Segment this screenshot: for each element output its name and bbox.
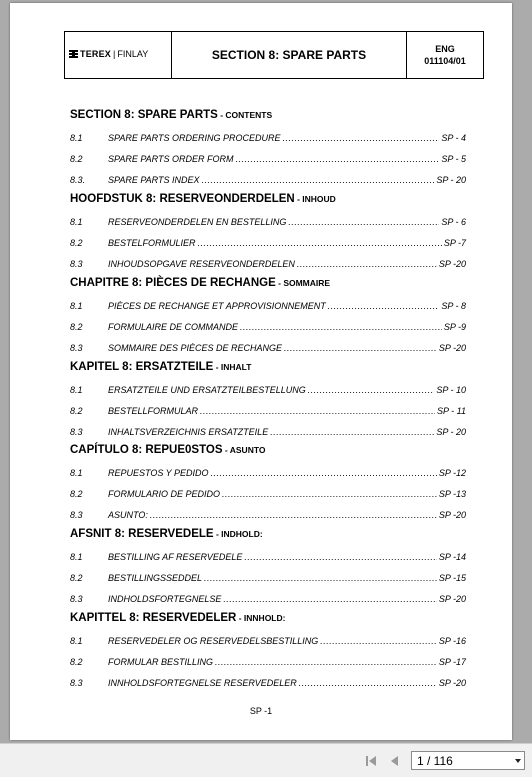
toc-leader-dots: [270, 427, 434, 437]
toc-entry-page: SP - 20: [436, 427, 466, 437]
toc-entry[interactable]: [70, 678, 466, 690]
toc-entry-number: 8.1: [70, 552, 83, 562]
toc-entry-number: 8.3: [70, 259, 83, 269]
toc-entry[interactable]: [70, 657, 466, 669]
toc-entry-text: ERSATZTEILE UND ERSATZTEILBESTELLUNG: [108, 385, 306, 395]
toc-entry-text: SPARE PARTS ORDERING PROCEDURE: [108, 133, 281, 143]
toc-entry[interactable]: [70, 154, 466, 166]
toc-entry-page: SP -14: [438, 552, 466, 562]
toc-entry-number: 8.1: [70, 385, 83, 395]
toc-entry-number: 8.2: [70, 238, 83, 248]
toc-entry[interactable]: [70, 427, 466, 439]
section-subtitle: - INNHOLD:: [236, 613, 286, 623]
toc-leader-dots: [308, 385, 435, 395]
toc-entry-text: RESERVEDELER OG RESERVEDELSBESTILLING: [108, 636, 319, 646]
toc-leader-dots: [328, 301, 440, 311]
toc-entry-page: SP -9: [443, 322, 466, 332]
section-title: AFSNIT 8: RESERVEDELE: [70, 528, 214, 540]
toc-entry[interactable]: [70, 594, 466, 606]
section-subtitle: - INHOUD: [294, 194, 336, 204]
document-code: [407, 32, 483, 78]
toc-entry-number: 8.2: [70, 657, 83, 667]
toc-leader-dots: [222, 489, 437, 499]
toc-leader-dots: [244, 552, 436, 562]
toc-entry-text: BESTELFORMULIER: [108, 238, 196, 248]
toc-entry-text: INDHOLDSFORTEGNELSE: [108, 594, 222, 604]
toc-entry-text: RESERVEONDERDELEN EN BESTELLING: [108, 217, 287, 227]
toc-entry-text: FORMULAR BESTILLING: [108, 657, 214, 667]
document-language: ENG: [435, 44, 455, 54]
toc-entry-text: ASUNTO:: [108, 510, 148, 520]
toc-entry[interactable]: [70, 217, 466, 229]
toc-entry-number: 8.3: [70, 510, 83, 520]
toc-entry-page: SP -17: [438, 657, 466, 667]
section-heading: [70, 361, 251, 373]
toc-leader-dots: [284, 343, 437, 353]
toc-entry-number: 8.1: [70, 217, 83, 227]
document-page: [10, 3, 512, 740]
toc-entry-page: SP - 20: [436, 175, 466, 185]
toc-entry-number: 8.1: [70, 468, 83, 478]
toc-leader-dots: [204, 573, 437, 583]
toc-entry-number: 8.3: [70, 343, 83, 353]
toc-entry-text: SPARE PARTS ORDER FORM: [108, 154, 234, 164]
toc-entry-number: 8.1: [70, 301, 83, 311]
toc-entry-page: SP -20: [438, 678, 466, 688]
toc-entry-number: 8.2: [70, 573, 83, 583]
logo-brand: TEREX: [80, 49, 112, 59]
section-title: SECTION 8: SPARE PARTS: [70, 109, 218, 121]
chevron-down-icon[interactable]: [515, 759, 521, 763]
toc-leader-dots: [202, 175, 435, 185]
toc-entry-number: 8.3: [70, 678, 83, 688]
toc-leader-dots: [223, 594, 436, 604]
toc-entry[interactable]: [70, 343, 466, 355]
section-title: KAPITTEL 8: RESERVEDELER: [70, 612, 237, 624]
section-heading: [70, 528, 263, 540]
section-title: KAPITEL 8: ERSATZTEILE: [70, 361, 214, 373]
logo-divider: |: [113, 49, 116, 59]
page-selector-value: 1 / 116: [417, 754, 453, 768]
toc-entry[interactable]: [70, 385, 466, 397]
toc-entry-page: SP -20: [438, 343, 466, 353]
toc-entry-page: SP -20: [438, 594, 466, 604]
section-heading: [70, 444, 266, 456]
toc-entry-page: SP -20: [438, 259, 466, 269]
toc-entry-page: SP -16: [438, 636, 466, 646]
toc-leader-dots: [198, 238, 442, 248]
toc-leader-dots: [297, 259, 437, 269]
toc-entry-page: SP - 5: [441, 154, 466, 164]
toc-leader-dots: [200, 406, 435, 416]
toc-entry-number: 8.3: [70, 594, 83, 604]
section-subtitle: - ASUNTO: [222, 445, 266, 455]
toc-entry-page: SP -15: [438, 573, 466, 583]
section-heading: [70, 612, 285, 624]
document-number: 011104/01: [424, 56, 466, 66]
toc-entry-page: SP - 11: [436, 406, 466, 416]
toc-entry-number: 8.2: [70, 489, 83, 499]
toc-entry[interactable]: [70, 406, 466, 418]
section-heading: [70, 109, 272, 121]
toc-entry[interactable]: [70, 238, 466, 250]
toc-entry-text: INHALTSVERZEICHNIS ERSATZTEILE: [108, 427, 269, 437]
section-heading: [70, 193, 336, 205]
toc-leader-dots: [283, 133, 440, 143]
page-selector[interactable]: [411, 751, 525, 770]
toc-entry-number: 8.1: [70, 636, 83, 646]
toc-leader-dots: [240, 322, 442, 332]
toc-entry[interactable]: [70, 468, 466, 480]
toc-leader-dots: [150, 510, 437, 520]
section-heading: [70, 277, 330, 289]
page-title: SECTION 8: SPARE PARTS: [172, 32, 407, 78]
toc-leader-dots: [320, 636, 437, 646]
toc-entry[interactable]: [70, 636, 466, 648]
toc-entry-text: BESTELLFORMULAR: [108, 406, 199, 416]
toc-entry-page: SP -12: [438, 468, 466, 478]
section-subtitle: - INHALT: [213, 362, 252, 372]
toc-entry[interactable]: [70, 489, 466, 501]
toc-entry[interactable]: [70, 552, 466, 564]
toc-entry-number: 8.1: [70, 133, 83, 143]
toc-entry-page: SP -20: [438, 510, 466, 520]
toc-leader-dots: [236, 154, 440, 164]
first-page-icon[interactable]: [364, 754, 378, 768]
page-number: SP -1: [249, 706, 273, 716]
toc-entry-page: SP - 10: [436, 385, 466, 395]
toc-entry-text: PIÈCES DE RECHANGE ET APPROVISIONNEMENT: [108, 301, 326, 311]
page-header: [64, 31, 484, 79]
toc-entry[interactable]: [70, 259, 466, 271]
toc-entry-text: BESTILLING AF RESERVEDELE: [108, 552, 243, 562]
previous-page-icon[interactable]: [388, 754, 402, 768]
terex-logo-icon: [69, 50, 78, 58]
toc-entry-number: 8.2: [70, 154, 83, 164]
toc-entry-text: REPUESTOS Y PEDIDO: [108, 468, 209, 478]
section-subtitle: - INDHOLD:: [213, 529, 263, 539]
toc-entry-text: INHOUDSOPGAVE RESERVEONDERDELEN: [108, 259, 295, 269]
toc-entry-number: 8.2: [70, 322, 83, 332]
toc-entry[interactable]: [70, 573, 466, 585]
toc-entry-number: 8.3: [70, 427, 83, 437]
toc-entry-page: SP - 4: [441, 133, 466, 143]
toc-entry[interactable]: [70, 175, 466, 187]
section-title: CHAPITRE 8: PIÈCES DE RECHANGE: [70, 277, 276, 289]
toc-entry-text: INNHOLDSFORTEGNELSE RESERVEDELER: [108, 678, 297, 688]
toc-entry-number: 8.3.: [70, 175, 86, 185]
toc-entry[interactable]: [70, 510, 466, 522]
toc-entry[interactable]: [70, 301, 466, 313]
toc-entry[interactable]: [70, 322, 466, 334]
toc-leader-dots: [288, 217, 439, 227]
logo-cell: [65, 32, 172, 78]
toc-leader-dots: [211, 468, 437, 478]
toc-entry-text: SOMMAIRE DES PIÈCES DE RECHANGE: [108, 343, 283, 353]
section-subtitle: - CONTENTS: [217, 110, 273, 120]
toc-entry-page: SP - 6: [441, 217, 466, 227]
toc-entry-text: FORMULAIRE DE COMMANDE: [108, 322, 239, 332]
toc-entry-text: FORMULARIO DE PEDIDO: [108, 489, 221, 499]
section-title: HOOFDSTUK 8: RESERVEONDERDELEN: [70, 193, 295, 205]
toc-entry-page: SP - 8: [441, 301, 466, 311]
toc-leader-dots: [299, 678, 437, 688]
toc-entry-number: 8.2: [70, 406, 83, 416]
toc-entry[interactable]: [70, 133, 466, 145]
toc-entry-text: SPARE PARTS INDEX: [108, 175, 200, 185]
terex-finlay-logo: [69, 49, 148, 59]
logo-sub: FINLAY: [117, 49, 149, 59]
section-title: CAPÍTULO 8: REPUE0STOS: [70, 444, 223, 456]
toc-entry-text: BESTILLINGSSEDDEL: [108, 573, 203, 583]
toc-leader-dots: [215, 657, 437, 667]
section-subtitle: - SOMMAIRE: [275, 278, 331, 288]
toc-entry-page: SP -13: [438, 489, 466, 499]
toc-entry-page: SP -7: [443, 238, 466, 248]
